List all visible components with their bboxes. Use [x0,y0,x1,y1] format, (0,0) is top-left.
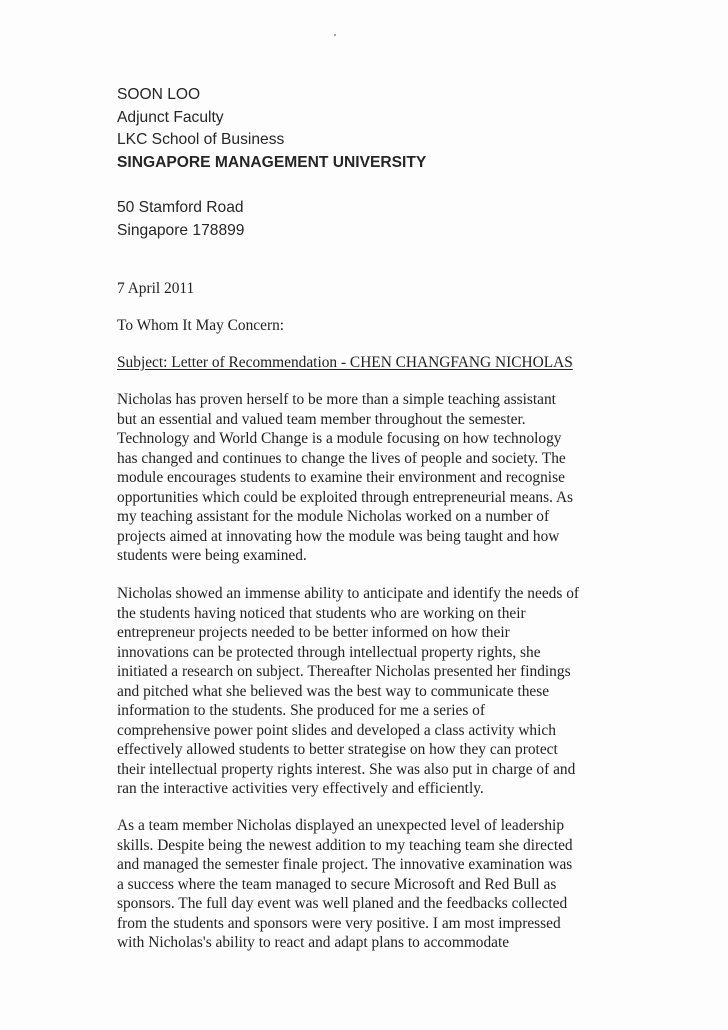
body-paragraph [117,390,637,566]
paragraph-line: entrepreneur projects needed to be better informed on how their [117,624,510,641]
sender-name: SOON LOO [117,86,201,103]
paragraph-line: Nicholas showed an immense ability to anticipate and identify the needs of [117,585,580,602]
paragraph-line: sponsors. The full day event was well planed and the feedbacks collected [117,895,568,912]
paragraph-line: Nicholas has proven herself to be more than a simple teaching assistant [117,391,556,408]
paragraph-line: the students having noticed that students who are working on their [117,604,526,622]
letter-date: 7 April 2011 [117,280,195,297]
paragraph-line: has changed and continues to change the lives of people and society. The [117,449,566,467]
paragraph-line: my teaching assistant for the module Nicholas worked on a number of [117,508,550,525]
paragraph-line: innovations can be protected through intellectual property rights, she [117,643,541,661]
paragraph-line: skills. Despite being the newest addition to my teaching team she directed [117,836,573,854]
paragraph-line: but an essential and valued team member throughout the semester. [117,410,526,428]
paragraph-line: information to the students. She produced for me a series of [117,702,485,719]
subject-line: Subject: Letter of Recommendation - CHEN CHANGFANG NICHOLAS [117,354,573,371]
address-city: Singapore 178899 [117,222,245,239]
paragraph-line: comprehensive power point slides and developed a class activity which [117,721,556,739]
paragraph-line: module encourages students to examine their environment and recognise [117,469,565,486]
paragraph-line: and pitched what she believed was the best way to communicate these [117,682,550,700]
paragraph-line: Technology and World Change is a module focusing on how technology [117,430,562,447]
paragraph-line: and managed the semester finale project. The innovative examination was [117,856,573,873]
paragraph-line: their intellectual property rights interest. She was also put in charge of and [117,760,576,778]
letterhead [117,84,426,174]
paragraph-line: with Nicholas's ability to react and adapt plans to accommodate [117,934,510,951]
sender-title: Adjunct Faculty [117,108,224,126]
paragraph-line: projects aimed at innovating how the module was being taught and how [117,527,560,545]
paragraph-line: students were being examined. [117,547,307,564]
salutation: To Whom It May Concern: [117,317,285,334]
address-street: 50 Stamford Road [117,199,244,216]
body-paragraph [117,816,637,953]
paragraph-line: a success where the team managed to secure Microsoft and Red Bull as [117,875,557,893]
body-paragraph [117,584,637,799]
sender-university: SINGAPORE MANAGEMENT UNIVERSITY [117,153,427,171]
paragraph-line: effectively allowed students to better strategise on how they can protect [117,741,558,758]
paragraph-line: from the students and sponsors were very positive. I am most impressed [117,914,561,932]
paragraph-line: opportunities which could be exploited through entrepreneurial means. As [117,488,574,506]
paragraph-line: initiated a research on subject. Thereafter Nicholas presented her findings [117,663,571,680]
paragraph-line: ran the interactive activities very effectively and efficiently. [117,780,484,797]
sender-address [117,196,244,242]
paragraph-line: As a team member Nicholas displayed an unexpected level of leadership [117,817,565,834]
sender-school: LKC School of Business [117,131,285,148]
scan-speck [334,34,336,36]
